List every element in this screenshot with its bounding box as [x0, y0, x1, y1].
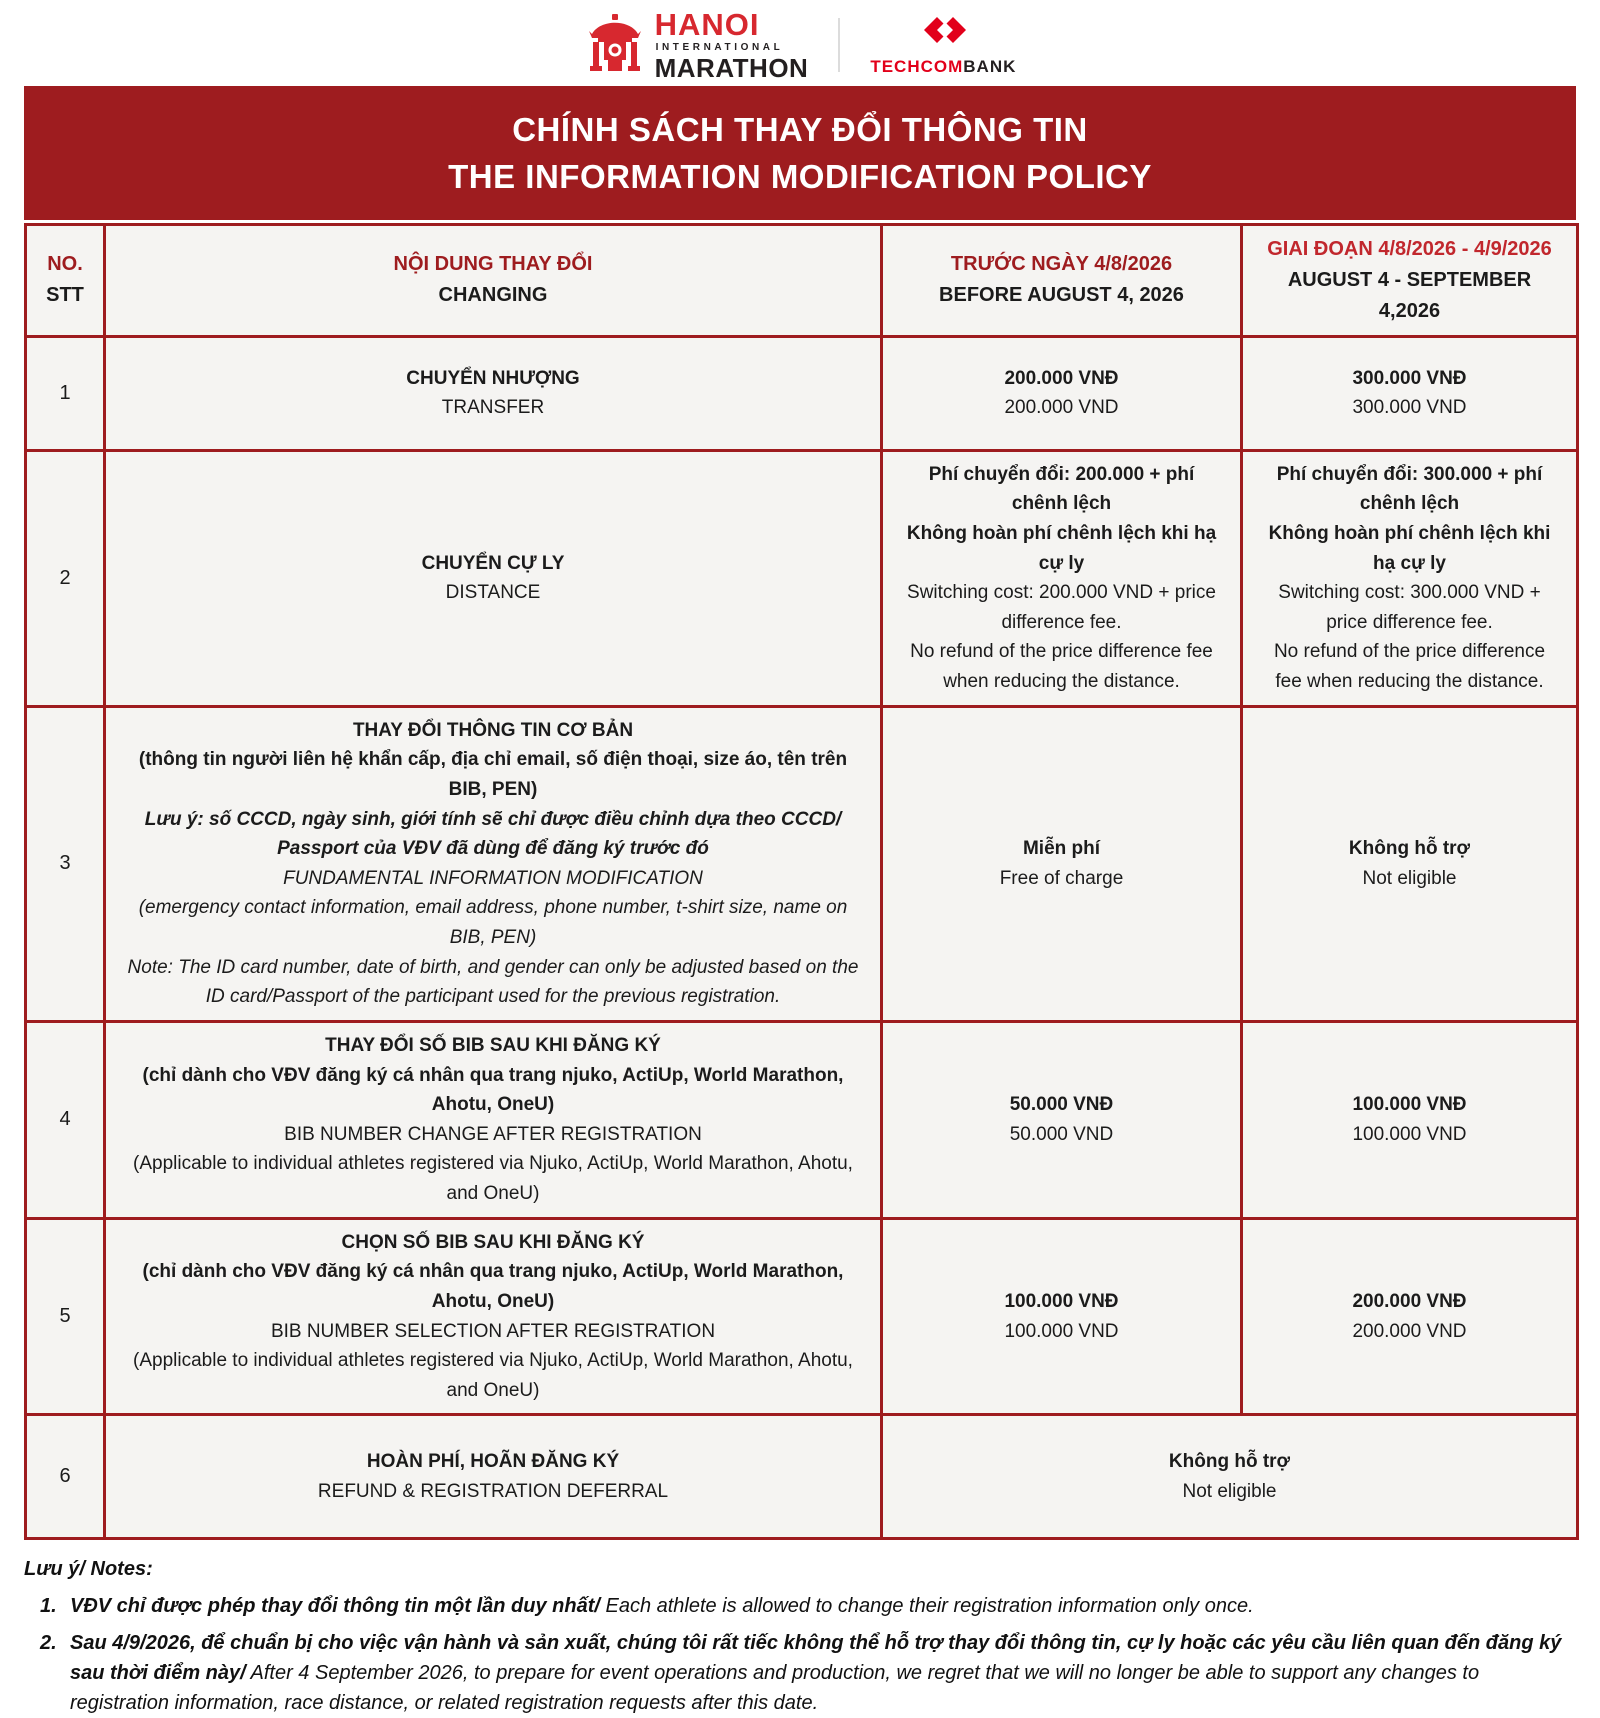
hanoi-marathon-logo — [584, 9, 809, 81]
cell-line: 100.000 VND — [1004, 1320, 1119, 1342]
hanoi-logo-marathon: MARATHON — [654, 53, 809, 83]
header-period-en: AUGUST 4 - SEPTEMBER 4,2026 — [1287, 268, 1532, 322]
note-2-english: After 4 September 2026, to prepare for event operations and production, we regret that we will no longer be able to support any changes to registration information, race distance, or related registration requests after this date. — [70, 1662, 1480, 1715]
period-cell — [1242, 1021, 1578, 1218]
table-row-distance — [26, 450, 1578, 706]
cell-line: No refund of the price difference fee when reducing the distance. — [910, 641, 1213, 693]
row-number-cell: 1 — [26, 336, 105, 450]
cell-line: Phí chuyển đổi: 200.000 + phí chênh lệch — [928, 463, 1195, 515]
cell-line: REFUND & REGISTRATION DEFERRAL — [317, 1480, 669, 1502]
cell-line: CHUYỂN NHƯỢNG — [406, 367, 580, 389]
before-cell — [882, 336, 1242, 450]
techcombank-logo — [870, 13, 1016, 77]
period-cell — [1242, 450, 1578, 706]
cell-line: 100.000 VNĐ — [1352, 1094, 1467, 1116]
cell-line: 200.000 VNĐ — [1352, 1290, 1467, 1312]
cell-line: 50.000 VND — [1009, 1123, 1114, 1145]
cell-line: HOÀN PHÍ, HOÃN ĐĂNG KÝ — [366, 1451, 620, 1473]
note-2-vietnamese: Sau 4/9/2026, để chuẩn bị cho việc vận hành và sản xuất, chúng tôi rất tiếc không thể hỗ trợ thay đổi thông tin, cự ly hoặc các yêu cầu liên quan đến đăng ký sau thời điểm này/ — [70, 1632, 1562, 1685]
title-vietnamese: CHÍNH SÁCH THAY ĐỔI THÔNG TIN — [512, 111, 1088, 148]
header-changing-en: CHANGING — [438, 284, 548, 307]
cell-line: 100.000 VNĐ — [1004, 1290, 1119, 1312]
note-1-number: 1. — [40, 1595, 57, 1618]
cell-line: 50.000 VNĐ — [1009, 1094, 1114, 1116]
cell-line: THAY ĐỔI SỐ BIB SAU KHI ĐĂNG KÝ — [325, 1034, 661, 1056]
period-cell — [1242, 706, 1578, 1021]
cell-line: Phí chuyển đổi: 300.000 + phí chênh lệch — [1276, 463, 1543, 515]
header-before-en: BEFORE AUGUST 4, 2026 — [939, 284, 1184, 307]
hanoi-logo-international: INTERNATIONAL — [655, 42, 784, 53]
cell-line: 300.000 VND — [1352, 397, 1467, 419]
note-1-english: Each athlete is allowed to change their registration information only once. — [599, 1595, 1254, 1618]
logo-bar — [0, 0, 1600, 86]
row-number-cell: 3 — [26, 706, 105, 1021]
cell-line: 200.000 VND — [1352, 1320, 1467, 1342]
note-item-1 — [24, 1591, 1576, 1621]
cell-line: Switching cost: 300.000 VND + price difference fee. — [1278, 582, 1541, 633]
cell-line: BIB NUMBER CHANGE AFTER REGISTRATION — [284, 1123, 702, 1145]
table-row-bib-change — [26, 1021, 1578, 1218]
hanoi-logo-name: HANOI — [654, 7, 760, 42]
techcombank-gem-icon — [914, 13, 972, 52]
cell-line: Lưu ý: số CCCD, ngày sinh, giới tính sẽ chỉ được điều chỉnh dựa theo CCCD/ Passport của VĐV đã dùng để đăng ký trước đó — [144, 808, 842, 860]
cell-line: BIB NUMBER SELECTION AFTER REGISTRATION — [270, 1320, 716, 1342]
note-item-2 — [24, 1628, 1576, 1718]
cell-line: No refund of the price difference fee when reducing the distance. — [1273, 641, 1546, 693]
header-before-cell — [882, 224, 1242, 336]
changing-cell — [105, 1218, 882, 1415]
changing-cell — [105, 336, 882, 450]
changing-cell — [105, 706, 882, 1021]
before-cell — [882, 706, 1242, 1021]
logo-divider — [838, 18, 840, 72]
table-row-bib-selection — [26, 1218, 1578, 1415]
cell-line: THAY ĐỔI THÔNG TIN CƠ BẢN — [352, 719, 634, 741]
cell-line: (Applicable to individual athletes registered via Njuko, ActiUp, World Marathon, Ahotu, and OneU) — [133, 1350, 853, 1401]
cell-line: CHỌN SỐ BIB SAU KHI ĐĂNG KÝ — [341, 1231, 645, 1253]
note-2-text — [70, 1628, 1576, 1718]
cell-line: (chỉ dành cho VĐV đăng ký cá nhân qua trang njuko, ActiUp, World Marathon, Ahotu, OneU) — [142, 1064, 844, 1116]
cell-line: CHUYỂN CỰ LY — [421, 552, 565, 574]
merged-not-eligible-cell — [882, 1415, 1578, 1539]
before-cell — [882, 450, 1242, 706]
cell-line: Không hỗ trợ — [1168, 1451, 1291, 1473]
header-no-en: STT — [46, 284, 84, 307]
row-number-cell: 4 — [26, 1021, 105, 1218]
header-before-vi: TRƯỚC NGÀY 4/8/2026 — [950, 253, 1173, 276]
cell-line: Không hoàn phí chênh lệch khi hạ cự ly — [1268, 522, 1551, 574]
changing-cell — [105, 1021, 882, 1218]
changing-cell — [105, 1415, 882, 1539]
header-no-vi: NO. — [47, 253, 83, 276]
cell-line: 200.000 VND — [1004, 397, 1119, 419]
cell-line: Không hoàn phí chênh lệch khi hạ cự ly — [906, 522, 1217, 574]
cell-line: (chỉ dành cho VĐV đăng ký cá nhân qua trang njuko, ActiUp, World Marathon, Ahotu, OneU) — [142, 1261, 844, 1312]
period-cell — [1242, 1218, 1578, 1415]
cell-line: 300.000 VNĐ — [1352, 367, 1467, 389]
policy-table — [24, 223, 1579, 1541]
cell-line: Switching cost: 200.000 VND + price difference fee. — [907, 582, 1216, 633]
before-cell — [882, 1218, 1242, 1415]
title-banner — [24, 86, 1576, 220]
row-number-cell: 6 — [26, 1415, 105, 1539]
cell-line: Miễn phí — [1022, 838, 1101, 860]
changing-cell — [105, 450, 882, 706]
techcombank-text-black: BANK — [963, 57, 1017, 76]
note-1-text — [70, 1591, 1576, 1621]
cell-line: Note: The ID card number, date of birth, and gender can only be adjusted based on the ID card/Passport of the participant used for the previous registration. — [127, 956, 859, 1008]
cell-line: (emergency contact information, email address, phone number, t-shirt size, name on BIB, PEN) — [138, 897, 848, 949]
note-1-vietnamese: VĐV chỉ được phép thay đổi thông tin một lần duy nhất/ — [70, 1595, 600, 1618]
table-header-row — [26, 224, 1578, 336]
header-changing-vi: NỘI DUNG THAY ĐỔI — [393, 253, 593, 276]
notes-heading: Lưu ý/ Notes: — [24, 1558, 153, 1581]
notes-section — [24, 1554, 1576, 1718]
header-period-vi: GIAI ĐOẠN 4/8/2026 - 4/9/2026 — [1267, 237, 1552, 260]
hanoi-temple-icon — [584, 12, 646, 79]
table-row-fundamental-info — [26, 706, 1578, 1021]
cell-line: 200.000 VNĐ — [1004, 367, 1119, 389]
hanoi-logo-text — [655, 9, 809, 81]
cell-line: Not eligible — [1362, 867, 1457, 889]
cell-line: Không hỗ trợ — [1348, 838, 1471, 860]
header-period-cell — [1242, 224, 1578, 336]
header-changing-cell — [105, 224, 882, 336]
table-row-refund — [26, 1415, 1578, 1539]
cell-line: (thông tin người liên hệ khẩn cấp, địa chỉ email, số điện thoại, size áo, tên trên BIB, PEN) — [138, 749, 848, 800]
period-cell — [1242, 336, 1578, 450]
cell-line: Not eligible — [1182, 1480, 1277, 1502]
techcombank-text-red: TECHCOM — [870, 57, 964, 76]
note-2-number: 2. — [40, 1632, 57, 1655]
cell-line: (Applicable to individual athletes registered via Njuko, ActiUp, World Marathon, Ahotu, and OneU) — [133, 1153, 853, 1205]
row-number-cell: 5 — [26, 1218, 105, 1415]
cell-line: Free of charge — [999, 867, 1124, 889]
cell-line: FUNDAMENTAL INFORMATION MODIFICATION — [283, 867, 703, 889]
table-row-transfer — [26, 336, 1578, 450]
row-number-cell: 2 — [26, 450, 105, 706]
header-no-cell — [26, 224, 105, 336]
techcombank-logo-text — [870, 57, 1016, 77]
cell-line: TRANSFER — [441, 397, 545, 419]
cell-line: DISTANCE — [445, 582, 541, 604]
title-english: THE INFORMATION MODIFICATION POLICY — [448, 157, 1152, 195]
before-cell — [882, 1021, 1242, 1218]
cell-line: 100.000 VND — [1352, 1123, 1467, 1145]
